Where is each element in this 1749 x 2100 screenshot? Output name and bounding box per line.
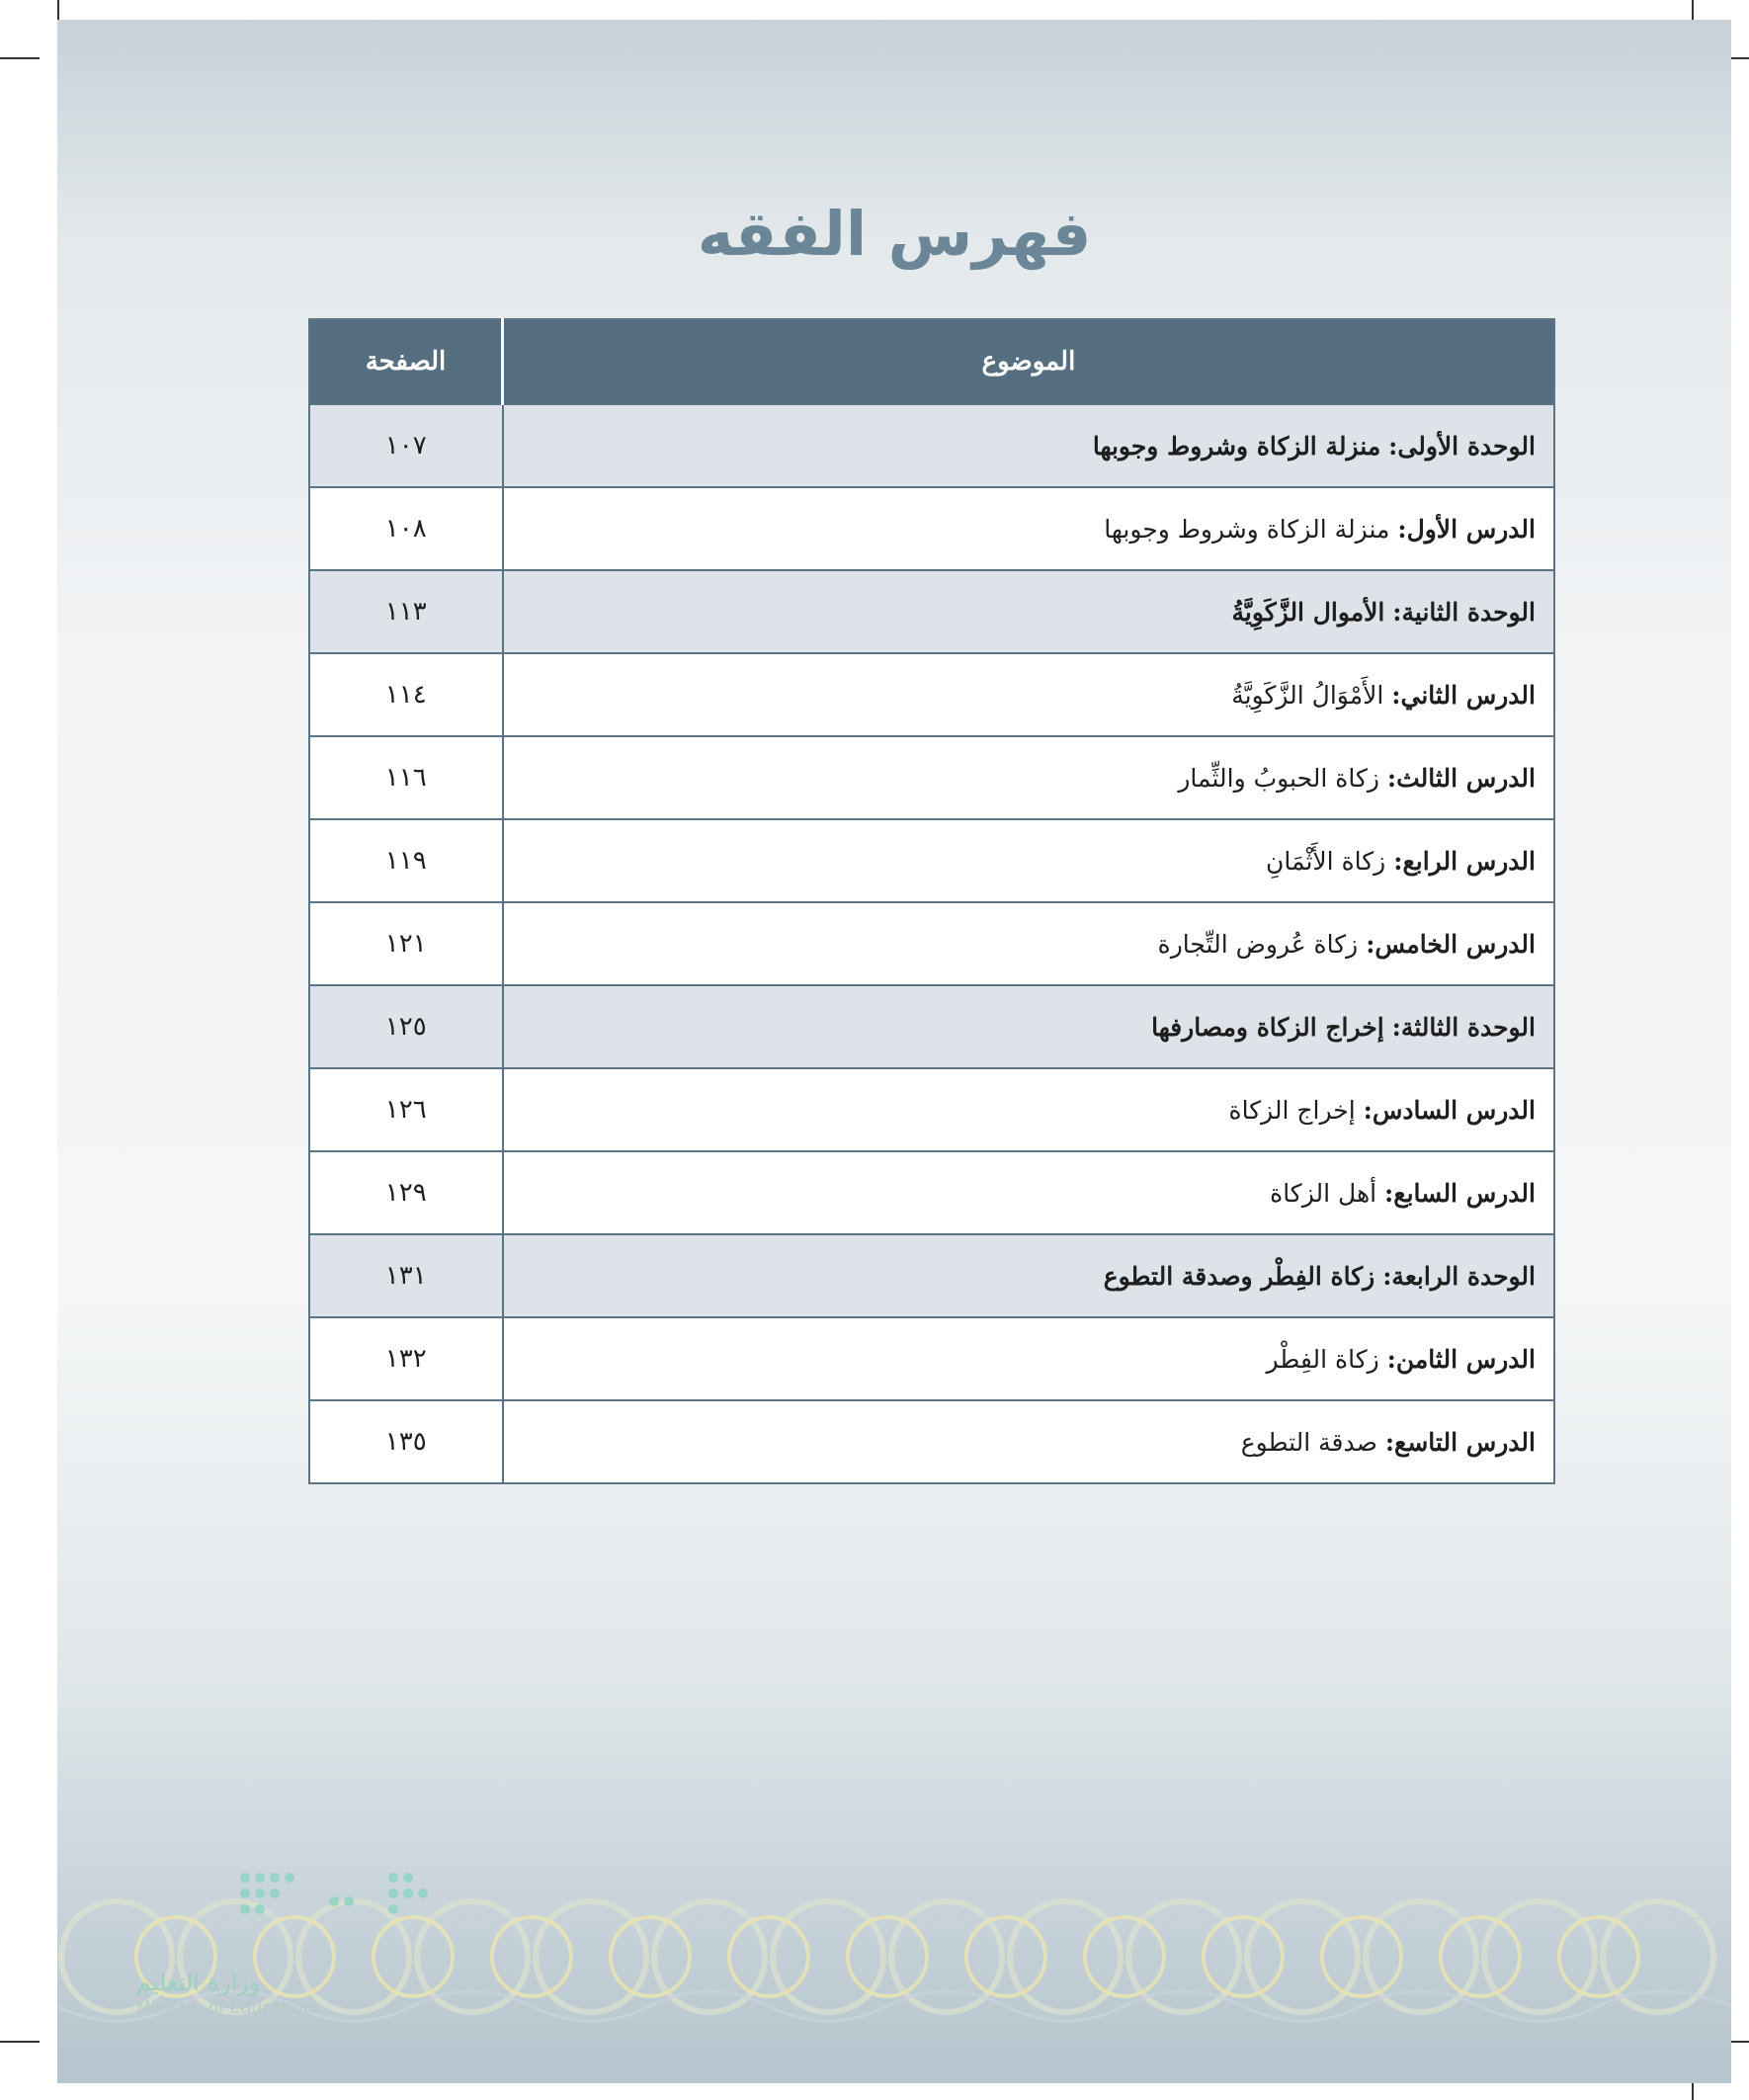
entry-subject: زكاة الفِطْر وصدقة التطوع (1103, 1261, 1375, 1291)
table-header-row (309, 319, 1554, 404)
entry-subject: أهل الزكاة (1270, 1178, 1377, 1208)
entry-label: الدرس الخامس: (1366, 929, 1536, 959)
ministry-logo (97, 1858, 453, 2065)
topic-cell (503, 819, 1555, 902)
topic-cell (503, 985, 1555, 1068)
page-title: فهرس الفقه (697, 198, 1092, 270)
entry-label: الوحدة الثانية: (1392, 597, 1536, 627)
crop-mark (57, 0, 59, 20)
entry-label: الدرس الثالث: (1386, 763, 1536, 793)
table-row (309, 736, 1554, 819)
entry-label: الوحدة الرابعة: (1382, 1261, 1536, 1291)
toc-table (308, 318, 1555, 1484)
topic-cell (503, 1151, 1555, 1234)
page-cell: ١٢٥ (309, 985, 503, 1068)
entry-label: الدرس التاسع: (1384, 1427, 1536, 1457)
entry-subject: زكاة عُروض التِّجارة (1157, 929, 1359, 959)
entry-label: الدرس السادس: (1363, 1095, 1536, 1125)
table-row (309, 1234, 1554, 1317)
watermark-line3: 2024 - 1446 (136, 2022, 239, 2042)
entry-subject: الأموال الزَّكَوِيَّةُ (1231, 597, 1385, 627)
entry-subject: إخراج الزكاة ومصارفها (1151, 1012, 1384, 1042)
entry-label: الوحدة الثالثة: (1391, 1012, 1536, 1042)
topic-cell (503, 570, 1555, 653)
table-row (309, 819, 1554, 902)
page-cell: ١٠٧ (309, 404, 503, 487)
page-cell: ١٢٦ (309, 1068, 503, 1151)
topic-cell (503, 1234, 1555, 1317)
table-row (309, 902, 1554, 985)
topic-cell (503, 1317, 1555, 1400)
entry-subject: زكاة الحبوبُ والثِّمار (1178, 763, 1379, 793)
entry-subject: منزلة الزكاة وشروط وجوبها (1104, 514, 1390, 544)
topic-cell (503, 487, 1555, 570)
topic-cell (503, 1400, 1555, 1483)
table-row (309, 653, 1554, 736)
topic-cell (503, 653, 1555, 736)
table-row (309, 487, 1554, 570)
watermark-line1: وزارة التعليم (136, 1969, 261, 1996)
logo-dots-icon (97, 1858, 453, 1976)
page-cell: ١٠٨ (309, 487, 503, 570)
entry-subject: زكاة الأَثْمَانِ (1266, 846, 1386, 876)
entry-label: الدرس السابع: (1384, 1178, 1536, 1208)
entry-label: الوحدة الأولى: (1388, 431, 1536, 461)
table-row (309, 1151, 1554, 1234)
entry-subject: زكاة الفِطْر (1266, 1344, 1379, 1374)
topic-cell (503, 902, 1555, 985)
crop-mark (0, 57, 40, 59)
table-row (309, 570, 1554, 653)
page-cell: ١١٩ (309, 819, 503, 902)
table-row (309, 1400, 1554, 1483)
page-cell: ١٣١ (309, 1234, 503, 1317)
page-column-header: الصفحة (309, 319, 503, 404)
crop-mark (0, 2041, 40, 2043)
topic-cell (503, 736, 1555, 819)
entry-label: الدرس الأول: (1397, 514, 1536, 544)
watermark-line2: Ministry of Education (136, 1998, 314, 2018)
entry-label: الدرس الرابع: (1393, 846, 1536, 876)
topic-cell (503, 404, 1555, 487)
topic-cell (503, 1068, 1555, 1151)
entry-subject: صدقة التطوع (1240, 1427, 1377, 1457)
table-row (309, 404, 1554, 487)
entry-subject: الأَمْوَالُ الزَّكَوِيَّةُ (1231, 680, 1384, 710)
page-cell: ١٢٩ (309, 1151, 503, 1234)
page-cell: ١٣٢ (309, 1317, 503, 1400)
table-row (309, 1068, 1554, 1151)
page-cell: ١١٦ (309, 736, 503, 819)
entry-label: الدرس الثاني: (1391, 680, 1536, 710)
entry-subject: منزلة الزكاة وشروط وجوبها (1092, 431, 1381, 461)
page-cell: ١١٤ (309, 653, 503, 736)
table-row (309, 985, 1554, 1068)
entry-subject: إخراج الزكاة (1228, 1095, 1356, 1125)
page-cell: ١٢١ (309, 902, 503, 985)
page (57, 20, 1731, 2083)
topic-column-header: الموضوع (503, 319, 1555, 404)
table-row (309, 1317, 1554, 1400)
entry-label: الدرس الثامن: (1386, 1344, 1536, 1374)
page-cell: ١٣٥ (309, 1400, 503, 1483)
page-cell: ١١٣ (309, 570, 503, 653)
